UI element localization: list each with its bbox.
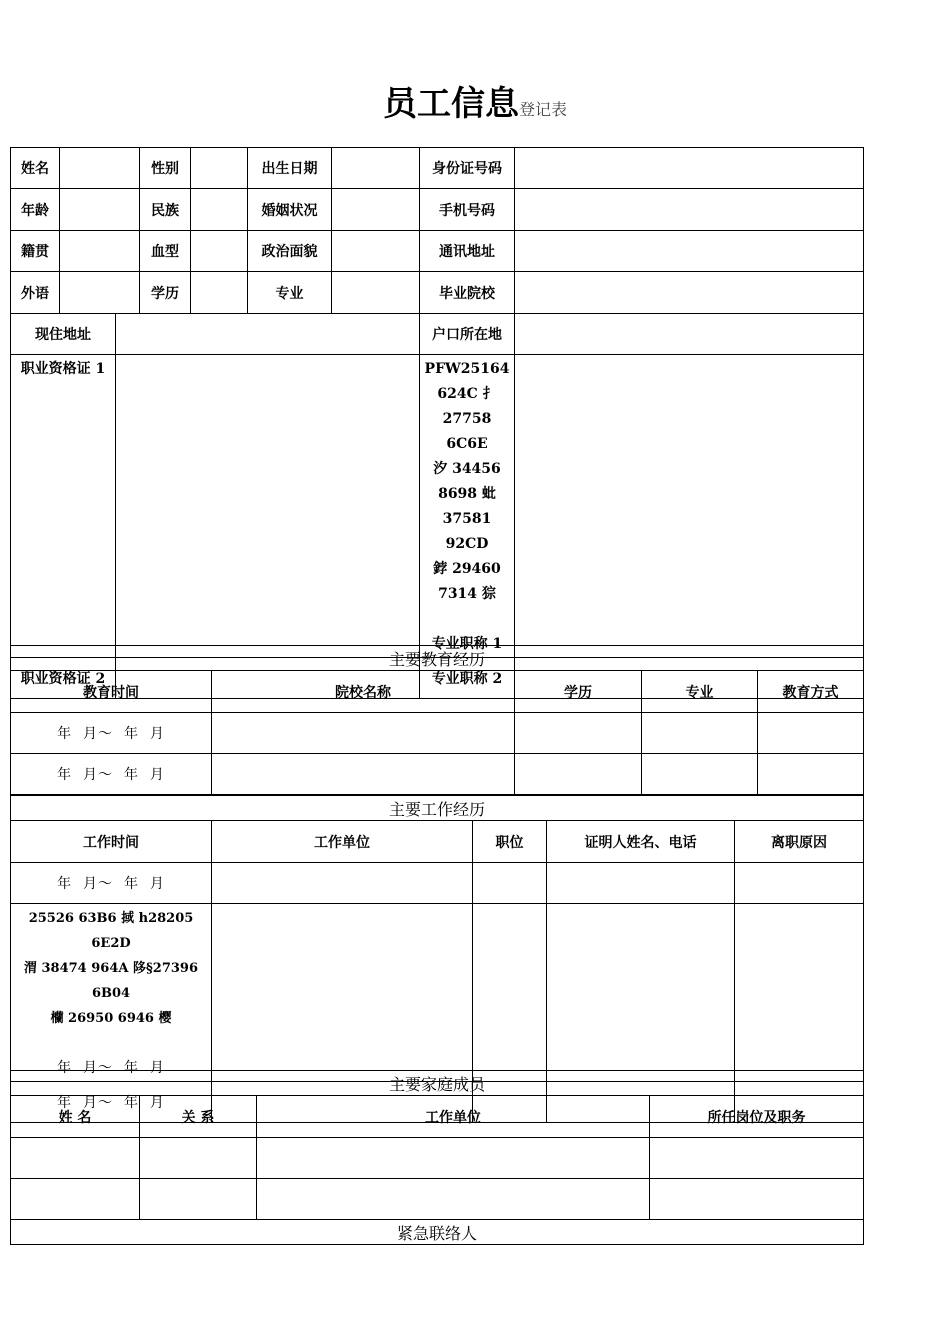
label-marital: 婚姻状况 [248,189,332,231]
col-edu-school: 院校名称 [212,671,515,713]
label-native-place: 籍贯 [11,231,60,272]
basic-info-table [10,147,864,699]
work-period[interactable]: 年 月～ 年 月 [11,863,212,904]
education-table [10,645,864,795]
work-text-line: 25526 63B6 掝 h28205 6E2D [28,911,194,951]
col-work-position: 职位 [473,821,547,863]
work-company-field[interactable] [212,904,473,1082]
field-birthdate[interactable] [332,148,420,189]
label-cert1: 职业资格证 1 [11,355,116,658]
col-family-name: 姓 名 [11,1096,140,1138]
emergency-section-header: 紧急联络人 [11,1220,864,1245]
work-text-line: 欗 26950 6946 樱 [50,1011,172,1026]
label-id-number: 身份证号码 [420,148,515,189]
label-language: 外语 [11,272,60,314]
work-leave-field[interactable] [735,904,864,1082]
edu-school-field[interactable] [212,754,515,795]
edu-mode-field[interactable] [758,754,864,795]
work-text-line: 渭 38474 964A 陊§27396 6B04 [23,961,199,1001]
work-company-field[interactable] [212,863,473,904]
label-education: 学历 [140,272,191,314]
cert-text-line: 37581 92CD [442,511,492,552]
education-section-header: 主要教育经历 [11,646,864,671]
field-title1[interactable] [515,355,864,658]
col-work-reference: 证明人姓名、电话 [547,821,735,863]
field-cert1[interactable] [116,355,420,658]
label-gender: 性别 [140,148,191,189]
field-current-address[interactable] [116,314,420,355]
label-title1: 专业职称 1 [431,636,503,652]
work-period-odd [11,904,212,1082]
label-ethnicity: 民族 [140,189,191,231]
cert-blank-line [420,607,514,632]
field-school[interactable] [515,272,864,314]
table-row [11,1138,864,1179]
work-reference-field[interactable] [547,863,735,904]
field-major[interactable] [332,272,420,314]
edu-major-field[interactable] [642,754,758,795]
title-suffix: 登记表 [518,100,567,119]
table-row [11,754,864,795]
label-political: 政治面貌 [248,231,332,272]
label-major: 专业 [248,272,332,314]
edu-major-field[interactable] [642,713,758,754]
edu-degree-field[interactable] [515,713,642,754]
col-edu-time: 教育时间 [11,671,212,713]
family-relation-field[interactable] [140,1138,257,1179]
edu-school-field[interactable] [212,713,515,754]
page-title [0,76,950,125]
field-marital[interactable] [332,189,420,231]
col-work-time: 工作时间 [11,821,212,863]
work-blank-line [11,1031,211,1056]
col-edu-degree: 学历 [515,671,642,713]
label-hukou: 户口所在地 [420,314,515,355]
field-political[interactable] [332,231,420,272]
family-table [10,1070,864,1245]
work-section-header: 主要工作经历 [11,796,864,821]
label-mail-address: 通讯地址 [420,231,515,272]
label-age: 年龄 [11,189,60,231]
edu-period[interactable]: 年 月～ 年 月 [11,713,212,754]
col-edu-mode: 教育方式 [758,671,864,713]
field-native-place[interactable] [60,231,140,272]
label-phone: 手机号码 [420,189,515,231]
edu-period[interactable]: 年 月～ 年 月 [11,754,212,795]
work-period[interactable]: 年 月～ 年 月 [11,1082,212,1123]
label-cert2: 职业资格证 2 [11,658,116,699]
family-position-field[interactable] [650,1179,864,1220]
col-work-company: 工作单位 [212,821,473,863]
work-position-field[interactable] [473,863,547,904]
table-row [11,1179,864,1220]
work-period[interactable]: 年 月～ 年 月 [57,1060,165,1076]
work-leave-field[interactable] [735,863,864,904]
label-school: 毕业院校 [420,272,515,314]
family-name-field[interactable] [11,1179,140,1220]
col-family-position: 所任岗位及职务 [650,1096,864,1138]
field-id-number[interactable] [515,148,864,189]
field-education[interactable] [191,272,248,314]
family-position-field[interactable] [650,1138,864,1179]
field-age[interactable] [60,189,140,231]
cert-text-line: 8698 蚍 [438,486,496,502]
field-mail-address[interactable] [515,231,864,272]
edu-mode-field[interactable] [758,713,864,754]
family-name-field[interactable] [11,1138,140,1179]
field-gender[interactable] [191,148,248,189]
cert-text-line: 汐 34456 [433,461,501,477]
label-title2: 专业职称 2 [420,658,515,699]
work-reference-field[interactable] [547,904,735,1082]
col-edu-major: 专业 [642,671,758,713]
field-phone[interactable] [515,189,864,231]
cert-text-line: 27758 6C6E [442,411,492,452]
cert-text-line: 7314 猔 [438,586,496,602]
title-main: 员工信息 [382,84,519,124]
label-blood-type: 血型 [140,231,191,272]
cert-text-line: PFW25164 [424,361,510,377]
label-birthdate: 出生日期 [248,148,332,189]
family-company-field[interactable] [257,1138,650,1179]
cert-text-line: 624C 扌 [437,386,497,402]
label-name: 姓名 [11,148,60,189]
field-language[interactable] [60,272,140,314]
work-position-field[interactable] [473,904,547,1082]
family-company-field[interactable] [257,1179,650,1220]
col-family-company: 工作单位 [257,1096,650,1138]
col-family-relation: 关 系 [140,1096,257,1138]
table-row [11,904,864,1082]
field-hukou[interactable] [515,314,864,355]
field-name[interactable] [60,148,140,189]
table-row [11,713,864,754]
edu-degree-field[interactable] [515,754,642,795]
field-blood-type[interactable] [191,231,248,272]
family-relation-field[interactable] [140,1179,257,1220]
field-ethnicity[interactable] [191,189,248,231]
label-current-address: 现住地址 [11,314,116,355]
table-row [11,863,864,904]
cert-text-line: 鋍 29460 [433,561,501,577]
col-work-leave-reason: 离职原因 [735,821,864,863]
family-section-header: 主要家庭成员 [11,1071,864,1096]
label-title1-cell [420,355,515,658]
